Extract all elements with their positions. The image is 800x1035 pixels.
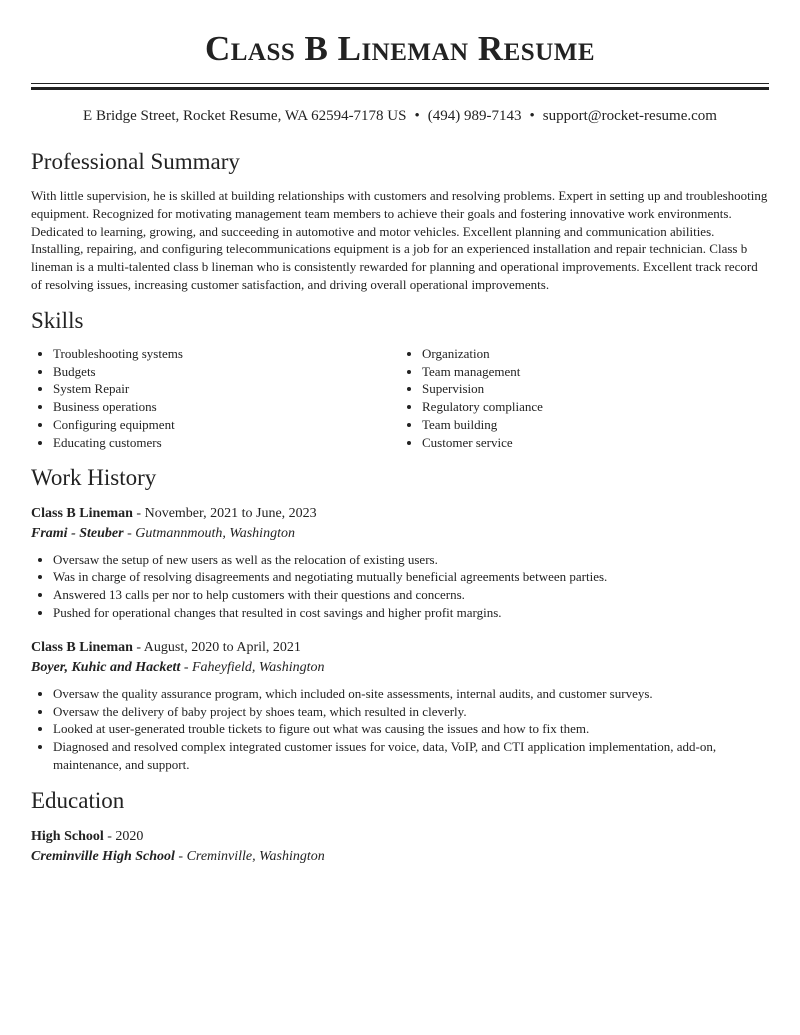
duty-item: • Diagnosed and resolved complex integrated customer issues for voice, data, VoIP, and CTI application implementation, add-on, maintenance, and support. bbox=[53, 738, 769, 774]
resume-title: Class B Lineman Resume bbox=[204, 29, 596, 68]
section-heading-summary: Professional Summary bbox=[31, 149, 240, 174]
job-dates: - November, 2021 to June, 2023 bbox=[136, 505, 317, 521]
job-header bbox=[31, 638, 769, 657]
section-heading-work: Work History bbox=[31, 464, 157, 490]
education-school: Creminville High School bbox=[31, 848, 175, 864]
skill-item: • Regulatory compliance bbox=[422, 398, 769, 416]
skill-item: • Team building bbox=[422, 416, 769, 434]
work-history-section bbox=[31, 463, 769, 774]
section-heading-skills: Skills bbox=[31, 307, 84, 333]
duty-item: • Was in charge of resolving disagreements and negotiating mutually beneficial agreements between parties. bbox=[53, 568, 769, 586]
job-duties bbox=[31, 551, 769, 622]
contact-line bbox=[31, 106, 769, 126]
skill-item: • Troubleshooting systems bbox=[53, 345, 400, 363]
contact-separator: • bbox=[414, 108, 420, 124]
job-entry bbox=[31, 638, 769, 774]
skills-list-left bbox=[31, 345, 400, 452]
education-section bbox=[31, 786, 769, 866]
contact-email: support@rocket-resume.com bbox=[542, 108, 717, 124]
summary-text: With little supervision, he is skilled at building relationships with customers and resolving problems. Expert in setting up and troubleshooting equipment. Recognized for motivating management team members to achieve their goals and fostering innovative work environments. Dedicated to learning, growing, and succeeding in automotive and motor vehicles. Excellent planning and communication abilities. Installing, repairing, and configuring telecommunications equipment is a job for an experienced installation and repair technician. Class b lineman is a multi-talented class b lineman who is consistently rewarded for planning and operational improvements. Excellent track record of resolving issues, increasing customer satisfaction, and driving overall operational improvements. bbox=[31, 188, 768, 292]
job-header bbox=[31, 504, 769, 523]
duty-item: • Looked at user-generated trouble tickets to figure out what was causing the issues and how to fix them. bbox=[53, 720, 769, 738]
duty-item: • Oversaw the quality assurance program, which included on-site assessments, internal audits, and customer surveys. bbox=[53, 685, 769, 703]
duty-item: • Answered 13 calls per nor to help customers with their questions and concerns. bbox=[53, 586, 769, 604]
contact-separator: • bbox=[529, 108, 535, 124]
job-dates: - August, 2020 to April, 2021 bbox=[136, 639, 301, 655]
skill-item: • System Repair bbox=[53, 380, 400, 398]
job-location: - Faheyfield, Washington bbox=[183, 659, 325, 675]
skills-columns bbox=[31, 345, 769, 452]
skill-item: • Supervision bbox=[422, 380, 769, 398]
job-location: - Gutmannmouth, Washington bbox=[127, 525, 295, 541]
job-employer bbox=[31, 524, 769, 543]
summary-section bbox=[31, 147, 769, 294]
duty-item: • Oversaw the setup of new users as well as the relocation of existing users. bbox=[53, 551, 769, 569]
skill-item: • Organization bbox=[422, 345, 769, 363]
duty-item: • Pushed for operational changes that resulted in cost savings and higher profit margins. bbox=[53, 604, 769, 622]
job-title: Class B Lineman bbox=[31, 639, 133, 655]
education-header bbox=[31, 827, 769, 846]
skill-item: • Configuring equipment bbox=[53, 416, 400, 434]
contact-address: E Bridge Street, Rocket Resume, WA 62594-7178 US bbox=[83, 108, 407, 124]
education-degree: High School bbox=[31, 828, 104, 844]
skill-item: • Budgets bbox=[53, 363, 400, 381]
job-duties bbox=[31, 685, 769, 774]
header-divider bbox=[31, 83, 769, 90]
education-institution bbox=[31, 847, 769, 866]
education-location: - Creminville, Washington bbox=[178, 848, 325, 864]
skill-item: • Customer service bbox=[422, 434, 769, 452]
skills-section bbox=[31, 306, 769, 452]
duty-item: • Oversaw the delivery of baby project by shoes team, which resulted in cleverly. bbox=[53, 703, 769, 721]
skill-item: • Educating customers bbox=[53, 434, 400, 452]
contact-phone: (494) 989-7143 bbox=[427, 108, 522, 124]
job-company: Frami - Steuber bbox=[31, 525, 124, 541]
skills-list-right bbox=[400, 345, 769, 452]
skill-item: • Business operations bbox=[53, 398, 400, 416]
job-company: Boyer, Kuhic and Hackett bbox=[31, 659, 181, 675]
skill-item: • Team management bbox=[422, 363, 769, 381]
section-heading-education: Education bbox=[31, 787, 125, 813]
job-title: Class B Lineman bbox=[31, 505, 133, 521]
job-employer bbox=[31, 658, 769, 677]
education-year: - 2020 bbox=[107, 828, 144, 844]
job-entry bbox=[31, 504, 769, 622]
